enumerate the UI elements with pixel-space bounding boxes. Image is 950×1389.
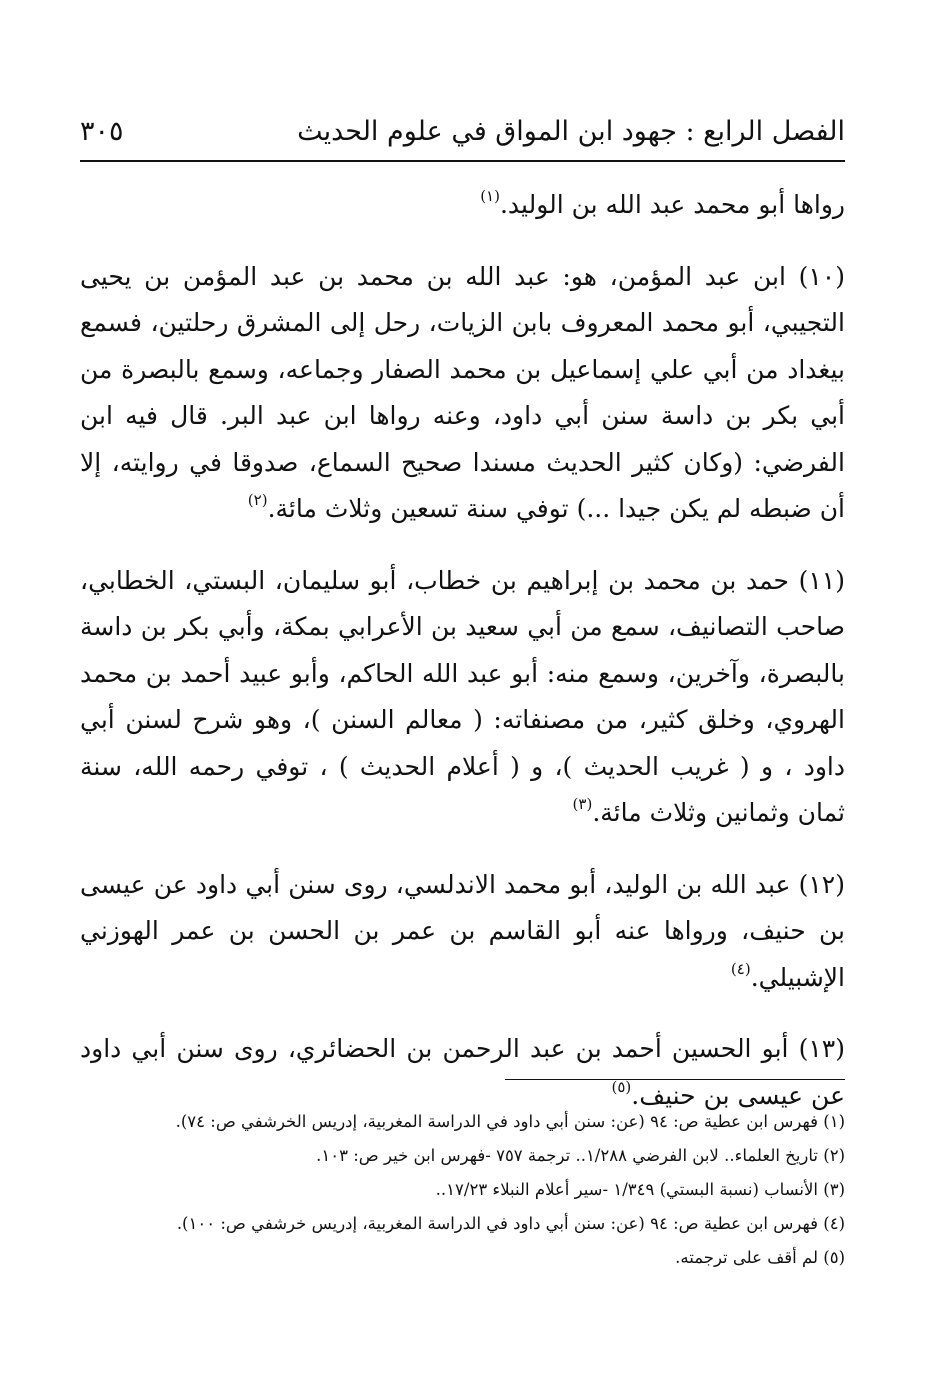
entry-paragraph-12	[80, 862, 845, 1002]
entry-paragraph-11	[80, 558, 845, 837]
header-divider	[80, 160, 845, 162]
entry-text: (١١) حمد بن محمد بن إبراهيم بن خطاب، أبو سليمان، البستي، الخطابي، صاحب التصانيف، سمع من أبي سعيد بن الأعرابي بمكة، وأبي بكر بن داسة بالبصرة، وآخرين، وسمع منه: أبو عبد الله الحاكم، وأبو عبيد أحمد بن محمد الهروي، وخلق كثير، من مصنفاته: ( معالم السنن )، وهو شرح لسنن أبي داود ، و ( غريب الحديث )، و ( أعلام الحديث ) ، توفي رحمه الله، سنة ثمان وثمانين وثلاث مائة.	[80, 565, 845, 827]
footnote-ref[interactable]: (٣)	[572, 795, 593, 813]
footnote-3: (٣) الأنساب (نسبة البستي) ١/٣٤٩ -سير أعلام النبلاء ١٧/٢٣..	[435, 1180, 845, 1199]
page-number: ٣٠٥	[80, 116, 124, 147]
footnote-ref[interactable]: (٤)	[730, 959, 751, 978]
footnote-5: (٥) لم أقف على ترجمته.	[675, 1248, 845, 1267]
footnote-ref[interactable]: (١)	[480, 187, 500, 205]
running-header	[80, 112, 845, 156]
entry-text: (١٠) ابن عبد المؤمن، هو: عبد الله بن محمد بن عبد المؤمن بن يحيى التجيبي، أبو محمد المعروف بابن الزيات، رحل إلى المشرق رحلتين، فسمع بيغداد من أبي علي إسماعيل بن محمد الصفار وجماعه، وسمع بالبصرة من أبي بكر بن داسة سنن أبي داود، وعنه رواها ابن عبد البر. قال فيه ابن الفرضي: (وكان كثير الحديث مسندا صحيح السماع، صدوقا في روايته، إلا أن ضبطه لم يكن جيدا ...) توفي سنة تسعين وثلاث مائة.	[80, 261, 845, 523]
entry-paragraph-10	[80, 254, 845, 533]
footnote-divider	[505, 1079, 845, 1080]
main-text	[80, 182, 845, 1119]
intro-text: رواها أبو محمد عبد الله بن الوليد.	[499, 190, 845, 219]
footnote-ref[interactable]: (٥)	[611, 1077, 632, 1096]
entry-text: (١٣) أبو الحسين أحمد بن عبد الرحمن بن الحضائري، روى سنن أبي داود عن عيسى بن حنيف.	[80, 1034, 845, 1110]
footnote-4: (٤) فهرس ابن عطية ص: ٩٤ (عن: سنن أبي داود في الدراسة المغربية، إدريس خرشفي ص: ١٠٠).	[176, 1214, 845, 1233]
entry-text: (١٢) عبد الله بن الوليد، أبو محمد الاندلسي، روى سنن أبي داود عن عيسى بن حنيف، ورواها عنه أبو القاسم بن عمر بن الحسن بن عمر الهوزني الإشبيلي.	[80, 869, 845, 992]
footnote-2: (٢) تاريخ العلماء.. لابن الفرضي ١/٢٨٨.. ترجمة ٧٥٧ -فهرس ابن خير ص: ١٠٣.	[316, 1146, 845, 1165]
footnote-1: (١) فهرس ابن عطية ص: ٩٤ (عن: سنن أبي داود في الدراسة المغربية، إدريس الخرشفي ص: ٧٤).	[175, 1112, 845, 1131]
footnote-ref[interactable]: (٢)	[247, 491, 268, 509]
intro-paragraph	[80, 182, 845, 229]
footnotes	[80, 1105, 845, 1275]
chapter-title: الفصل الرابع : جهود ابن المواق في علوم الحديث	[297, 116, 845, 147]
